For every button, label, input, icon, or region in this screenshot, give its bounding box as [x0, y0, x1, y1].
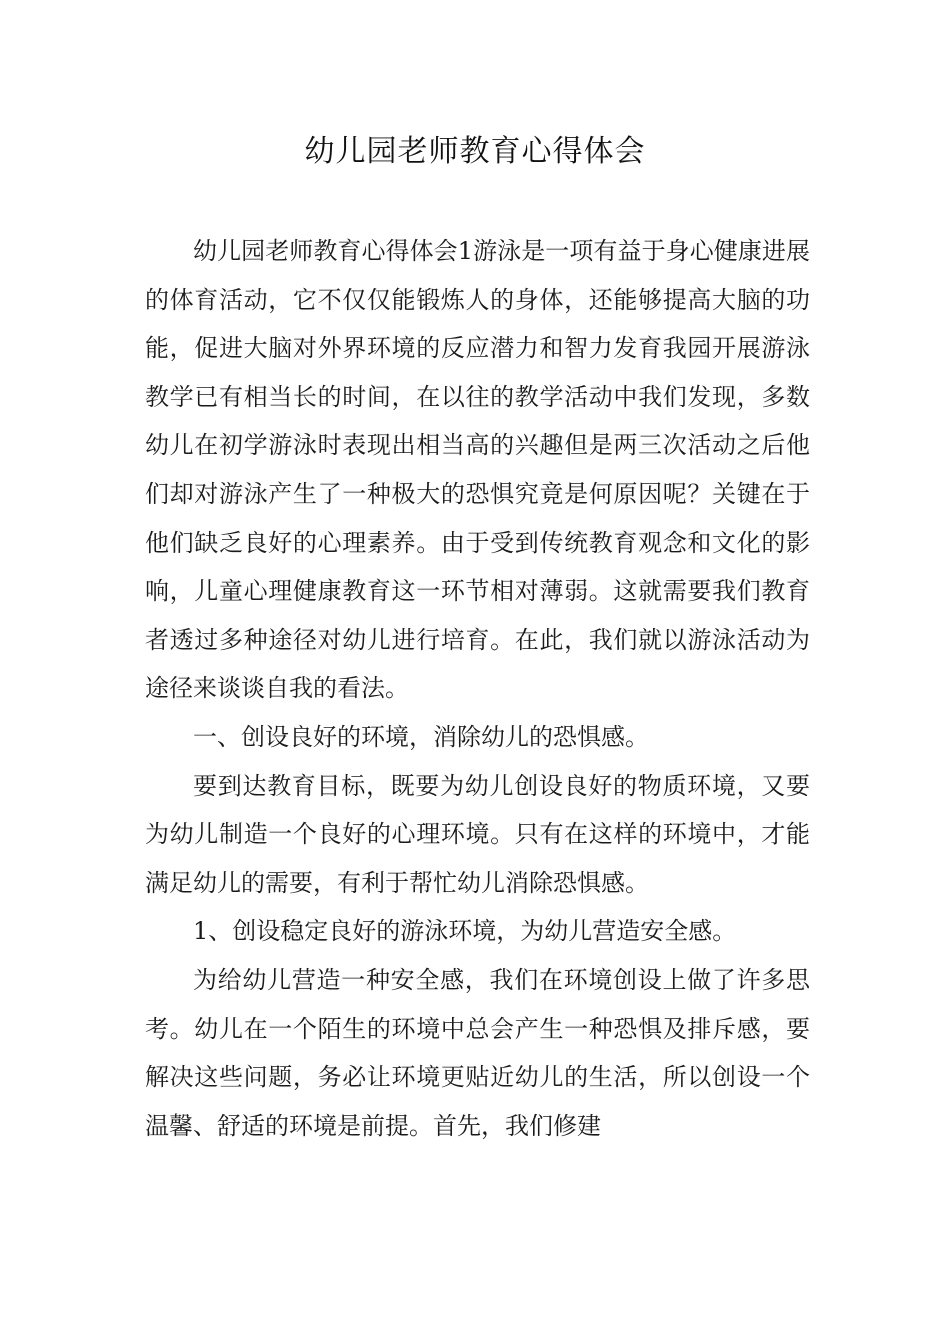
paragraph-environment: 要到达教育目标，既要为幼儿创设良好的物质环境，又要为幼儿制造一个良好的心理环境。只有在这样的环境中，才能满足幼儿的需要，有利于帮忙幼儿消除恐惧感。 [145, 771, 810, 897]
paragraph-heading-1-1: 1、创设稳定良好的游泳环境，为幼儿营造安全感。 [193, 917, 737, 946]
paragraph-heading-1: 一、创设良好的环境，消除幼儿的恐惧感。 [193, 722, 649, 751]
paragraph-intro: 幼儿园老师教育心得体会1游泳是一项有益于身心健康进展的体育活动，它不仅仅能锻炼人的身体，还能够提高大脑的功能，促进大脑对外界环境的反应潜力和智力发育我园开展游泳教学已有相当长的时间，在以往的教学活动中我们发现，多数幼儿在初学游泳时表现出相当高的兴趣但是两三次活动之后他们却对游泳产生了一种极大的恐惧究竟是何原因呢？关键在于他们缺乏良好的心理素养。由于受到传统教育观念和文化的影响，儿童心理健康教育这一环节相对薄弱。这就需要我们教育者透过多种途径对幼儿进行培育。在此，我们就以游泳活动为途径来谈谈自我的看法。 [145, 237, 810, 703]
paragraph-safety: 为给幼儿营造一种安全感，我们在环境创设上做了许多思考。幼儿在一个陌生的环境中总会产生一种恐惧及排斥感，要解决这些问题，务必让环境更贴近幼儿的生活，所以创设一个温馨、舒适的环境是前提。首先，我们修建 [145, 965, 810, 1140]
document-title: 幼儿园老师教育心得体会 [304, 134, 646, 169]
document-body [145, 227, 810, 1150]
